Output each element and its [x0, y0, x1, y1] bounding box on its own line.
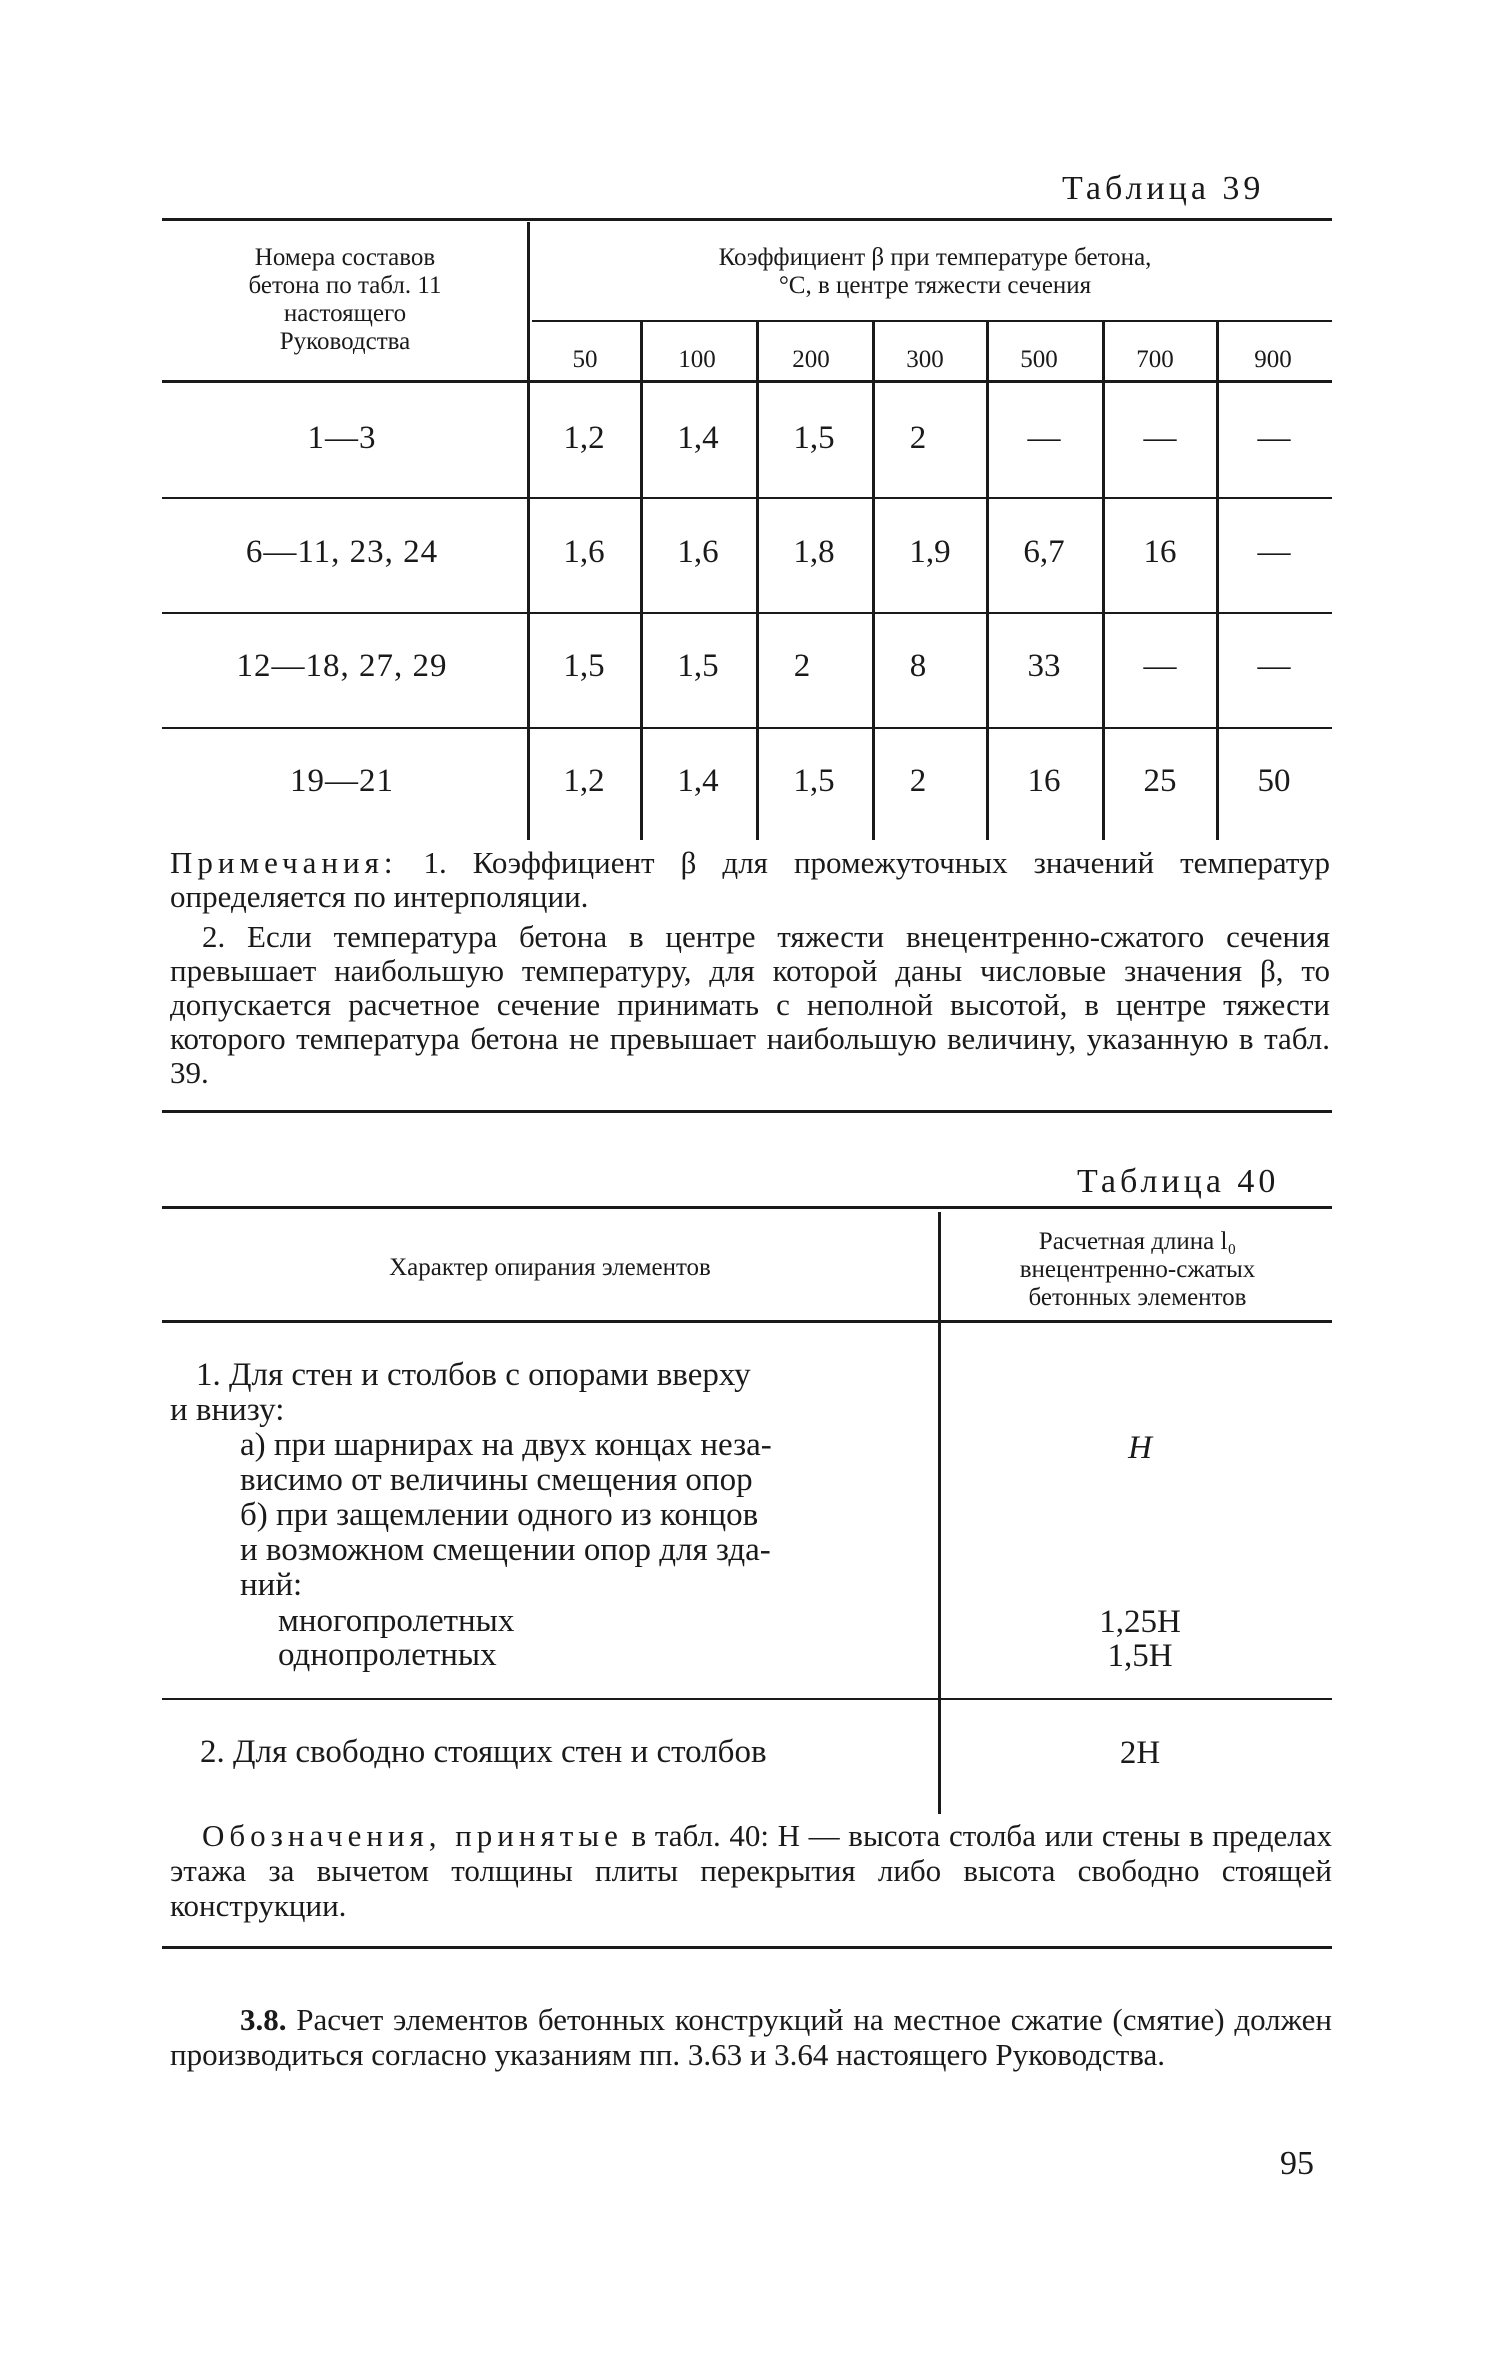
table39-cell: 2: [909, 420, 927, 456]
temp-500: 500: [1020, 346, 1058, 373]
table40-row-rule: [162, 1698, 1332, 1700]
table39-cell: —: [1027, 420, 1061, 456]
table40-value-125h: 1,25H: [1099, 1604, 1181, 1640]
temp-700: 700: [1136, 346, 1174, 373]
table39-row-label: 12—18, 27, 29: [236, 648, 448, 684]
table40-row1-line: и внизу:: [170, 1392, 285, 1428]
table39-top-rule: [162, 218, 1332, 221]
header-left-line: настоящего: [283, 300, 407, 327]
table39-row-rule: [162, 497, 1332, 499]
table40-header-left: Характер опирания элементов: [389, 1254, 711, 1281]
table39-cell: 16: [1143, 534, 1177, 570]
table39-cell: 1,5: [677, 648, 719, 684]
table39-cell: 33: [1027, 648, 1061, 684]
table39-row-rule: [162, 612, 1332, 614]
temp-200: 200: [792, 346, 830, 373]
notes-lead: Примечания:: [170, 845, 398, 880]
table39-note-2: 2. Если температура бетона в центре тяжести внецентренно-сжатого сечения превышает наибольшую температуру, для которой даны числовые значения β, то допускается расчетное сечение принимать с неполной высотой, в центре тяжести которого температура бетона не превышает наибольшую величину, указанную в табл. 39.: [170, 919, 1330, 1090]
table40-vline: [938, 1212, 941, 1814]
table39-cell: 1,6: [677, 534, 719, 570]
section-separator: [162, 1110, 1332, 1113]
header-left-line: бетона по табл. 11: [248, 272, 442, 299]
table39-cell: 1,5: [563, 648, 605, 684]
paragraph-text: Расчет элементов бетонных конструкций на местное сжатие (смятие) должен производиться согласно указаниям пп. 3.63 и 3.64 настоящего Руководства.: [170, 2002, 1333, 2072]
table40-row2-label: 2. Для свободно стоящих стен и столбов: [200, 1734, 767, 1770]
legend-lead: Обозначения, принятые: [202, 1818, 623, 1853]
table39-cell: 8: [909, 648, 927, 684]
table40-header-bottom-rule: [162, 1320, 1332, 1323]
header-left-line: Номера составов: [254, 244, 436, 271]
table39-vline: [527, 222, 530, 840]
table39-cell: 1,9: [909, 534, 951, 570]
table39-cell: 1,6: [563, 534, 605, 570]
table40-row1-line: и возможном смещении опор для зда-: [240, 1532, 771, 1568]
table39-subheader-rule: [532, 320, 1332, 322]
table39-cell: —: [1257, 420, 1291, 456]
temp-100: 100: [678, 346, 716, 373]
table39-cell: 1,4: [677, 763, 719, 799]
table40-value-2h: 2H: [1119, 1735, 1161, 1771]
table40-header-right: [945, 1228, 1330, 1312]
table39-header-left: [170, 244, 520, 356]
header-right-line: °С, в центре тяжести сечения: [778, 272, 1092, 299]
table40-row1-line: многопролетных: [278, 1603, 515, 1639]
table40-value-15h: 1,5H: [1107, 1638, 1173, 1674]
table40-row1-line: а) при шарнирах на двух концах неза-: [240, 1427, 772, 1463]
table39-cell: 2: [909, 763, 927, 799]
header-right-line: внецентренно-сжатых: [1019, 1256, 1256, 1283]
temp-900: 900: [1254, 346, 1292, 373]
table39-cell: 1,5: [793, 420, 835, 456]
table39-cell: 1,4: [677, 420, 719, 456]
table39-cell: 50: [1257, 763, 1291, 799]
table39-cell: 1,5: [793, 763, 835, 799]
table39-cell: —: [1257, 534, 1291, 570]
table39-cell: 6,7: [1023, 534, 1065, 570]
table39-cell: 16: [1027, 763, 1061, 799]
page-number: 95: [1280, 2145, 1314, 2182]
header-right-line: Коэффициент β при температуре бетона,: [718, 244, 1152, 271]
table39-row-rule: [162, 727, 1332, 729]
table39-header-right: [540, 244, 1330, 300]
table40-row1-line: 1. Для стен и столбов с опорами вверху: [196, 1357, 751, 1393]
table39-header-bottom-rule: [162, 380, 1332, 383]
table39-cell: —: [1143, 648, 1177, 684]
table39-row-label: 19—21: [290, 763, 394, 799]
table40-top-rule: [162, 1206, 1332, 1209]
temp-300: 300: [906, 346, 944, 373]
header-right-line: Расчетная длина l₀: [1038, 1228, 1237, 1255]
table39-cell: 1,8: [793, 534, 835, 570]
section-separator: [162, 1946, 1332, 1949]
table39-row-label: 1—3: [307, 420, 377, 456]
table40-row1-line: ний:: [240, 1567, 303, 1603]
legend-text: в табл. 40: H — высота столба или стены в пределах этажа за вычетом толщины плиты перекрытия либо высота свободно стоящей конструкции.: [170, 1818, 1333, 1923]
paragraph-number: 3.8.: [240, 2002, 287, 2037]
table40-caption: Таблица 40: [1077, 1163, 1280, 1200]
temp-50: 50: [572, 346, 598, 373]
table39-cell: —: [1143, 420, 1177, 456]
header-left-line: Руководства: [279, 328, 411, 355]
table39-row-label: 6—11, 23, 24: [245, 534, 439, 570]
table40-value-h: H: [1128, 1430, 1152, 1466]
table39-cell: —: [1257, 648, 1291, 684]
table40-row1-line: однопролетных: [278, 1637, 497, 1673]
table40-legend: [170, 1818, 1332, 1923]
table39-note-1: [170, 846, 1330, 914]
table39-cell: 1,2: [563, 763, 605, 799]
table40-row1-line: б) при защемлении одного из концов: [240, 1497, 759, 1533]
header-right-line: бетонных элементов: [1028, 1284, 1247, 1311]
table39-cell: 1,2: [563, 420, 605, 456]
table40-row1-line: висимо от величины смещения опор: [240, 1462, 753, 1498]
paragraph-3-8: [170, 2002, 1332, 2072]
table39-cell: 25: [1143, 763, 1177, 799]
note-1-text: 1. Коэффициент β для промежуточных значений температур определяется по интерполяции.: [170, 845, 1330, 914]
table39-cell: 2: [793, 648, 811, 684]
table39-caption: Таблица 39: [1062, 170, 1265, 207]
